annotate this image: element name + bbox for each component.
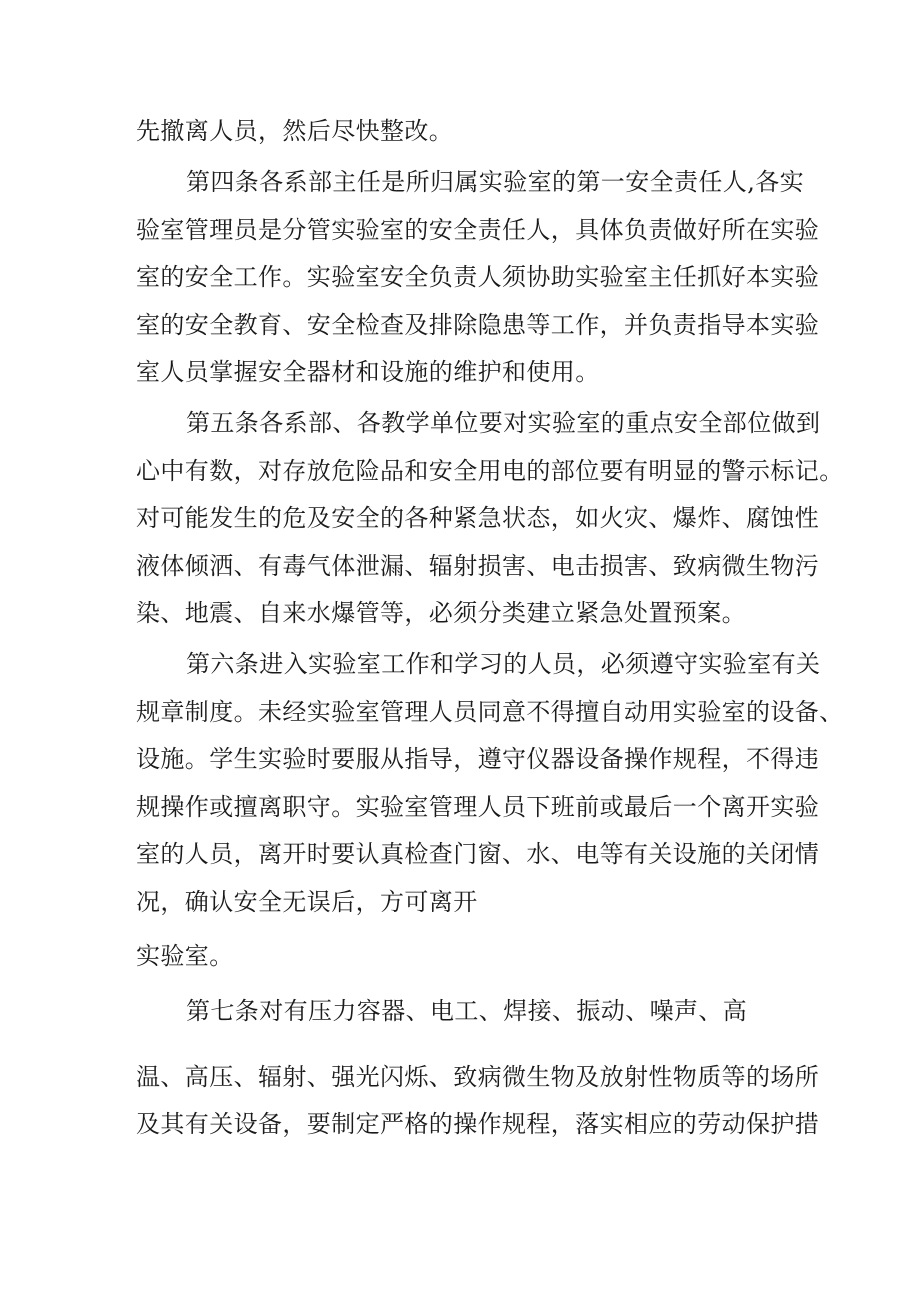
text-line: 液体倾洒、有毒气体泄漏、辐射损害、电击损害、致病微生物污 [136,552,820,580]
text-line: 室的安全教育、安全检查及排除隐患等工作，并负责指导本实验 [136,311,820,339]
article-7-first-line: 第七条对有压力容器、电工、焊接、振动、噪声、高 [186,997,748,1025]
text-line: 室人员掌握安全器材和设施的维护和使用。 [136,358,600,386]
text-line: 验室管理员是分管实验室的安全责任人，具体负责做好所在实验 [136,216,820,244]
text-line: 对可能发生的危及安全的各种紧急状态，如火灾、爆炸、腐蚀性 [136,504,820,532]
text-line: 心中有数，对存放危险品和安全用电的部位要有明显的警示标记。 [136,457,844,485]
text-line: 规章制度。未经实验室管理人员同意不得擅自动用实验室的设备、 [136,698,844,726]
text-line: 规操作或擅离职守。实验室管理人员下班前或最后一个离开实验 [136,793,820,821]
text-line: 温、高压、辐射、强光闪烁、致病微生物及放射性物质等的场所 [136,1063,820,1091]
text-line: 设施。学生实验时要服从指导，遵守仪器设备操作规程，不得违 [136,745,820,773]
text-line: 室的人员，离开时要认真检查门窗、水、电等有关设施的关闭情 [136,840,820,868]
article-6-first-line: 第六条进入实验室工作和学习的人员，必须遵守实验室有关 [186,650,821,678]
text-line: 况，确认安全无误后，方可离开 [136,888,478,916]
article-5-first-line: 第五条各系部、各教学单位要对实验室的重点安全部位做到 [186,409,821,437]
article-4-first-line: 第四条各系部主任是所归属实验室的第一安全责任人,各实 [186,168,805,196]
text-line: 室的安全工作。实验室安全负责人须协助实验室主任抓好本实验 [136,263,820,291]
text-line: 染、地震、自来水爆管等，必须分类建立紧急处置预案。 [136,599,746,627]
text-line: 及其有关设备，要制定严格的操作规程，落实相应的劳动保护措 [136,1110,820,1138]
text-line: 先撤离人员，然后尽快整改。 [136,117,454,145]
text-line: 实验室。 [136,942,234,970]
